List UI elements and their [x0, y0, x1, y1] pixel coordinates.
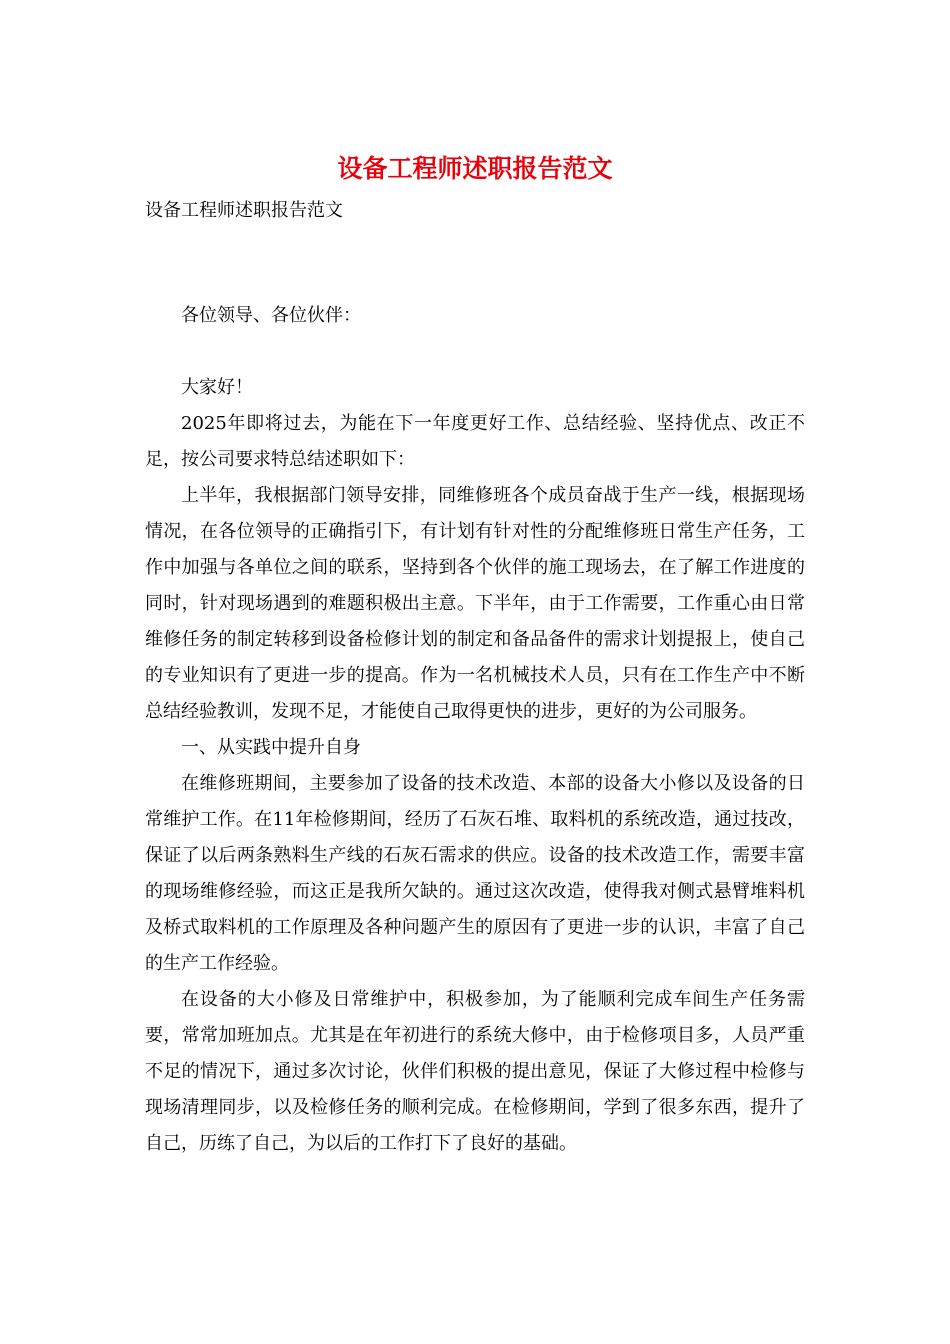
section-heading: 一、从实践中提升自身 — [181, 737, 361, 758]
document-title: 设备工程师述职报告范文 — [337, 154, 613, 183]
paragraph-salutation: 各位领导、各位伙伴： — [181, 305, 361, 326]
paragraph-maintenance: 在维修班期间，主要参加了设备的技术改造、本部的设备大小修以及设备的日常维护工作。在11年检修期间，经历了石灰石堆、取料机的系统改造，通过技改，保证了以后两条熟料生产线的石灰石需求的供应。设备的技术改造工作，需要丰富的现场维修经验，而这正是我所欠缺的。通过这次改造，使得我对侧式悬臂堆料机及桥式取料机的工作原理及各种问题产生的原因有了更进一步的认识，丰富了自己的生产工作经验。 — [145, 773, 805, 974]
document-subtitle: 设备工程师述职报告范文 — [145, 200, 343, 221]
document-body — [145, 298, 805, 1162]
paragraph-overhaul: 在设备的大小修及日常维护中，积极参加，为了能顺利完成车间生产任务需要，常常加班加点。尤其是在年初进行的系统大修中，由于检修项目多，人员严重不足的情况下，通过多次讨论，伙伴们积极的提出意见，保证了大修过程中检修与现场清理同步，以及检修任务的顺利完成。在检修期间，学到了很多东西，提升了自己，历练了自己，为以后的工作打下了良好的基础。 — [145, 989, 805, 1154]
paragraph-intro: 2025年即将过去，为能在下一年度更好工作、总结经验、坚持优点、改正不足，按公司要求特总结述职如下： — [145, 413, 805, 470]
paragraph-greeting: 大家好！ — [181, 377, 253, 398]
paragraph-year-summary: 上半年，我根据部门领导安排，同维修班各个成员奋战于生产一线，根据现场情况，在各位领导的正确指引下，有计划有针对性的分配维修班日常生产任务，工作中加强与各单位之间的联系，坚持到各个伙伴的施工现场去，在了解工作进度的同时，针对现场遇到的难题积极出主意。下半年，由于工作需要，工作重心由日常维修任务的制定转移到设备检修计划的制定和备品备件的需求计划提报上，使自己的专业知识有了更进一步的提高。作为一名机械技术人员，只有在工作生产中不断总结经验教训，发现不足，才能使自己取得更快的进步，更好的为公司服务。 — [145, 485, 805, 722]
